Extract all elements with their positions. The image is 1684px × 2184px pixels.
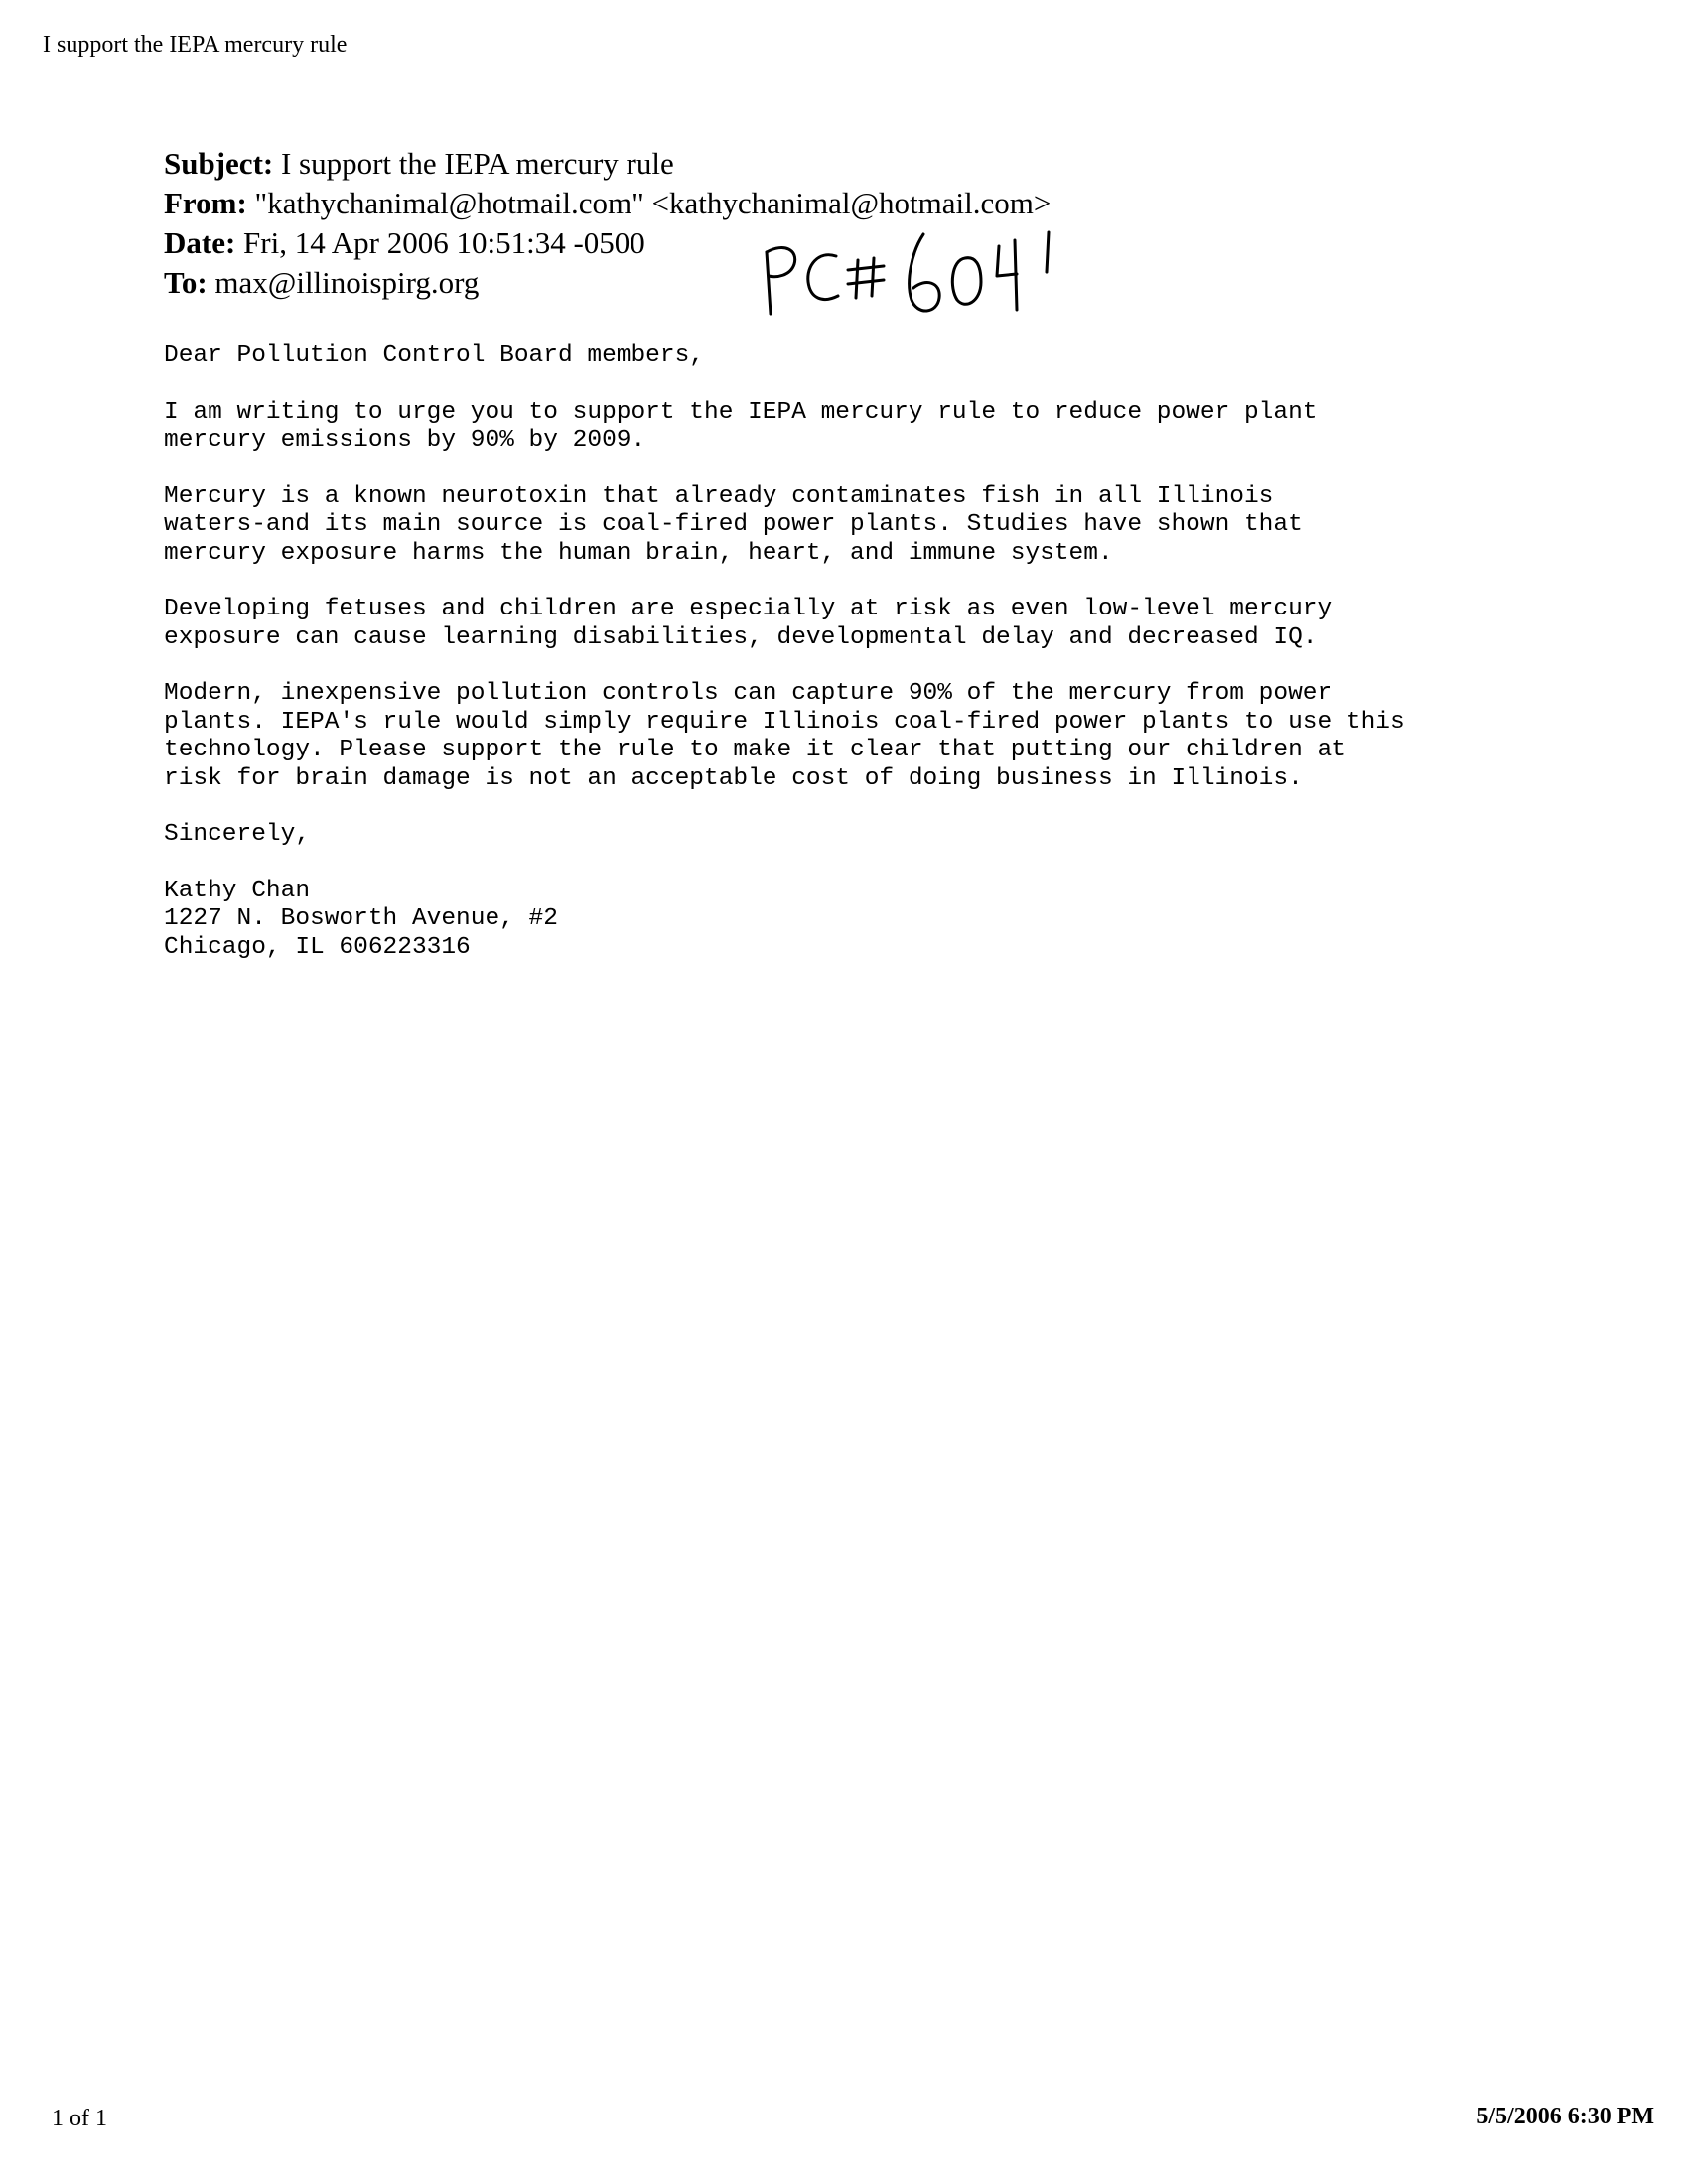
signature-address-line2: Chicago, IL 606223316 xyxy=(164,933,471,961)
subject-value: I support the IEPA mercury rule xyxy=(273,146,674,181)
date-value: Fri, 14 Apr 2006 10:51:34 -0500 xyxy=(235,225,645,260)
print-header-title: I support the IEPA mercury rule xyxy=(43,32,348,58)
date-label: Date: xyxy=(164,225,236,260)
print-timestamp: 5/5/2006 6:30 PM xyxy=(1476,2104,1654,2129)
from-row xyxy=(164,184,1051,223)
from-label: From: xyxy=(164,186,247,220)
salutation: Dear Pollution Control Board members, xyxy=(164,342,704,369)
page-number: 1 of 1 xyxy=(52,2106,107,2131)
body-paragraph: Developing fetuses and children are especially at risk as even low-level mercury exposure can cause learning disabilities, developmental delay and decreased IQ. xyxy=(164,596,1333,651)
closing: Sincerely, xyxy=(164,821,311,848)
signature-name: Kathy Chan xyxy=(164,877,311,904)
to-label: To: xyxy=(164,265,208,300)
from-value: "kathychanimal@hotmail.com" <kathychanimal@hotmail.com> xyxy=(246,186,1052,220)
body-paragraph: Mercury is a known neurotoxin that already contaminates fish in all Illinois waters-and its main source is coal-fired power plants. Studies have shown that mercury exposure harms the human brain, heart, and immune system. xyxy=(164,482,1303,567)
signature-address-line1: 1227 N. Bosworth Avenue, #2 xyxy=(164,905,558,932)
subject-label: Subject: xyxy=(164,146,274,181)
to-value: max@illinoispirg.org xyxy=(207,265,480,300)
body-paragraph: Modern, inexpensive pollution controls can capture 90% of the mercury from power plants. IEPA's rule would simply require Illinois coal-fired power plants to use this technology. Please support the rule to make it clear that putting our children at risk for brain damage is not an acceptable cost of doing business in Illinois. xyxy=(164,680,1405,792)
email-body xyxy=(164,342,1574,962)
subject-row xyxy=(164,144,1051,184)
handwritten-pc-number-stamp xyxy=(755,226,1082,326)
body-paragraph: I am writing to urge you to support the IEPA mercury rule to reduce power plant mercury emissions by 90% by 2009. xyxy=(164,398,1318,454)
